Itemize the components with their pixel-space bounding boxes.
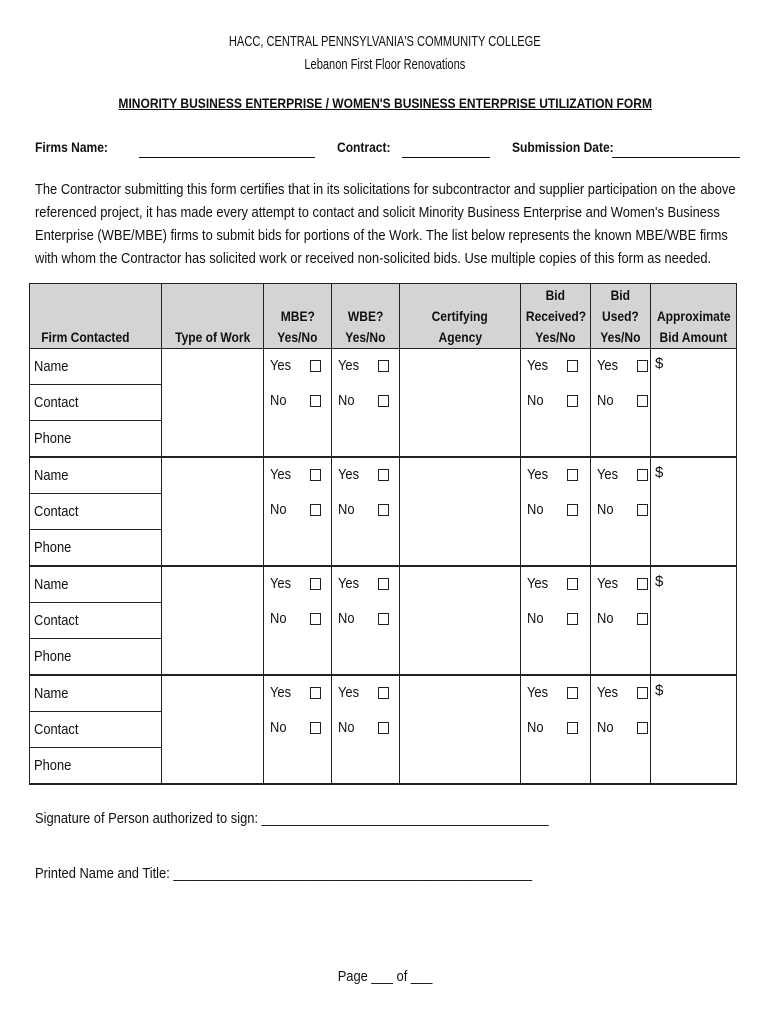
mbe-yes[interactable]: Yes <box>264 458 331 493</box>
firm-contact-field[interactable]: Contact <box>30 385 161 421</box>
checkbox-icon[interactable] <box>378 722 389 734</box>
wbe-yes[interactable]: Yes <box>332 349 399 384</box>
bid-received-no[interactable]: No <box>521 602 590 637</box>
mbe-cell <box>264 457 332 566</box>
checkbox-icon[interactable] <box>567 722 578 734</box>
certifying-agency-cell[interactable] <box>400 457 521 566</box>
header-bid-amount: Approximate Bid Amount <box>651 284 737 349</box>
mbe-no[interactable]: No <box>264 602 331 637</box>
checkbox-icon[interactable] <box>310 722 321 734</box>
checkbox-icon[interactable] <box>378 360 389 372</box>
bid-used-cell <box>591 675 651 784</box>
firm-name-field[interactable]: Name <box>30 349 161 385</box>
header-type-of-work: Type of Work <box>162 284 264 349</box>
table-row <box>30 457 737 566</box>
mbe-cell <box>264 566 332 675</box>
mbe-no[interactable]: No <box>264 711 331 746</box>
checkbox-icon[interactable] <box>378 613 389 625</box>
checkbox-icon[interactable] <box>567 578 578 590</box>
checkbox-icon[interactable] <box>378 578 389 590</box>
wbe-cell <box>332 566 400 675</box>
bid-received-no[interactable]: No <box>521 384 590 419</box>
bid-received-cell <box>521 675 591 784</box>
checkbox-icon[interactable] <box>637 469 648 481</box>
checkbox-icon[interactable] <box>567 687 578 699</box>
wbe-no[interactable]: No <box>332 602 399 637</box>
checkbox-icon[interactable] <box>637 722 648 734</box>
bid-received-no[interactable]: No <box>521 711 590 746</box>
mbe-yes[interactable]: Yes <box>264 567 331 602</box>
bid-received-cell <box>521 349 591 458</box>
firm-phone-field[interactable]: Phone <box>34 539 72 556</box>
wbe-yes[interactable]: Yes <box>332 458 399 493</box>
wbe-cell <box>332 457 400 566</box>
dollar-sign: $ <box>655 464 664 481</box>
submission-date-label: Submission Date: <box>512 139 614 155</box>
college-name: HACC, CENTRAL PENNSYLVANIA'S COMMUNITY COLLEGE <box>229 33 541 50</box>
bid-used-cell <box>591 349 651 458</box>
wbe-yes[interactable]: Yes <box>332 567 399 602</box>
checkbox-icon[interactable] <box>378 395 389 407</box>
type-of-work-cell[interactable] <box>162 675 264 784</box>
bid-used-no[interactable]: No <box>591 602 650 637</box>
wbe-no[interactable]: No <box>332 493 399 528</box>
printed-name-line[interactable]: Printed Name and Title: __________________________________________________ <box>35 865 533 882</box>
bid-received-yes[interactable]: Yes <box>521 349 590 384</box>
checkbox-icon[interactable] <box>310 613 321 625</box>
wbe-cell <box>332 349 400 458</box>
bid-amount-cell[interactable] <box>651 457 737 566</box>
firm-phone-field[interactable]: Phone <box>34 757 72 774</box>
mbe-yes[interactable]: Yes <box>264 676 331 711</box>
wbe-no[interactable]: No <box>332 711 399 746</box>
bid-received-no[interactable]: No <box>521 493 590 528</box>
table-row <box>30 349 737 458</box>
bid-received-cell <box>521 566 591 675</box>
firm-cell <box>30 349 162 458</box>
bid-used-yes[interactable]: Yes <box>591 676 650 711</box>
mbe-no[interactable]: No <box>264 493 331 528</box>
certifying-agency-cell[interactable] <box>400 566 521 675</box>
firm-name-field[interactable]: Name <box>30 676 161 712</box>
header-mbe: MBE? Yes/No <box>264 284 332 349</box>
checkbox-icon[interactable] <box>637 395 648 407</box>
header-firm-contacted: Firm Contacted <box>30 284 162 349</box>
mbe-cell <box>264 349 332 458</box>
firm-name-field[interactable]: Name <box>30 567 161 603</box>
bid-amount-cell[interactable] <box>651 349 737 458</box>
mbe-cell <box>264 675 332 784</box>
checkbox-icon[interactable] <box>378 469 389 481</box>
checkbox-icon[interactable] <box>637 613 648 625</box>
checkbox-icon[interactable] <box>310 504 321 516</box>
checkbox-icon[interactable] <box>637 687 648 699</box>
mbe-no[interactable]: No <box>264 384 331 419</box>
bid-used-cell <box>591 457 651 566</box>
checkbox-icon[interactable] <box>310 469 321 481</box>
table-row <box>30 566 737 675</box>
checkbox-icon[interactable] <box>310 395 321 407</box>
checkbox-icon[interactable] <box>567 360 578 372</box>
checkbox-icon[interactable] <box>310 578 321 590</box>
header-certifying-agency: Certifying Agency <box>400 284 521 349</box>
project-name: Lebanon First Floor Renovations <box>304 56 466 73</box>
dollar-sign: $ <box>655 682 664 699</box>
certification-paragraph: The Contractor submitting this form certifies that in its solicitations for subcontractor and supplier participation on the above referenced project, it has made every attempt to contact and solicit Minority Business Enterprise and Women's Business Enterprise (WBE/MBE) firms to submit bids for portions of the Work. The list below represents the known MBE/WBE firms with whom the Contractor has solicited work or received non-solicited bids. Use multiple copies of this form as needed. <box>35 181 736 267</box>
bid-received-yes[interactable]: Yes <box>521 458 590 493</box>
firm-phone-field[interactable]: Phone <box>34 430 72 447</box>
bid-received-cell <box>521 457 591 566</box>
wbe-no[interactable]: No <box>332 384 399 419</box>
firm-name-field[interactable]: Name <box>30 458 161 494</box>
checkbox-icon[interactable] <box>378 687 389 699</box>
bid-received-yes[interactable]: Yes <box>521 567 590 602</box>
form-title: MINORITY BUSINESS ENTERPRISE / WOMEN'S BUSINESS ENTERPRISE UTILIZATION FORM <box>118 95 652 111</box>
firms-name-field[interactable] <box>139 157 315 158</box>
firm-contact-field[interactable]: Contact <box>30 712 161 748</box>
header-bid-used: Bid Used? Yes/No <box>591 284 651 349</box>
contract-field[interactable] <box>402 157 490 158</box>
checkbox-icon[interactable] <box>310 687 321 699</box>
bid-used-no[interactable]: No <box>591 493 650 528</box>
bid-used-yes[interactable]: Yes <box>591 567 650 602</box>
certifying-agency-cell[interactable] <box>400 675 521 784</box>
firms-table <box>29 283 737 785</box>
type-of-work-cell[interactable] <box>162 457 264 566</box>
checkbox-icon[interactable] <box>378 504 389 516</box>
signature-line[interactable]: Signature of Person authorized to sign: ________________________________________ <box>35 810 549 827</box>
table-header-row <box>30 284 737 349</box>
dollar-sign: $ <box>655 573 664 590</box>
contract-label: Contract: <box>337 139 391 155</box>
header-bid-received: Bid Received? Yes/No <box>521 284 591 349</box>
bid-used-cell <box>591 566 651 675</box>
firm-phone-field[interactable]: Phone <box>34 648 72 665</box>
bid-used-no[interactable]: No <box>591 711 650 746</box>
checkbox-icon[interactable] <box>567 395 578 407</box>
header-wbe: WBE? Yes/No <box>332 284 400 349</box>
wbe-yes[interactable]: Yes <box>332 676 399 711</box>
checkbox-icon[interactable] <box>310 360 321 372</box>
bid-used-no[interactable]: No <box>591 384 650 419</box>
firm-cell <box>30 675 162 784</box>
mbe-yes[interactable]: Yes <box>264 349 331 384</box>
bid-used-yes[interactable]: Yes <box>591 458 650 493</box>
wbe-cell <box>332 675 400 784</box>
firm-cell <box>30 566 162 675</box>
firm-contact-field[interactable]: Contact <box>30 603 161 639</box>
checkbox-icon[interactable] <box>567 613 578 625</box>
checkbox-icon[interactable] <box>567 504 578 516</box>
firms-name-label: Firms Name: <box>35 139 108 155</box>
bid-used-yes[interactable]: Yes <box>591 349 650 384</box>
type-of-work-cell[interactable] <box>162 566 264 675</box>
checkbox-icon[interactable] <box>637 578 648 590</box>
table-row <box>30 675 737 784</box>
checkbox-icon[interactable] <box>637 360 648 372</box>
bid-amount-cell[interactable] <box>651 566 737 675</box>
firm-contact-field[interactable]: Contact <box>30 494 161 530</box>
firm-cell <box>30 457 162 566</box>
checkbox-icon[interactable] <box>567 469 578 481</box>
submission-date-field[interactable] <box>612 157 740 158</box>
bid-amount-cell[interactable] <box>651 675 737 784</box>
type-of-work-cell[interactable] <box>162 349 264 458</box>
certifying-agency-cell[interactable] <box>400 349 521 458</box>
checkbox-icon[interactable] <box>637 504 648 516</box>
bid-received-yes[interactable]: Yes <box>521 676 590 711</box>
page-number: Page ___ of ___ <box>337 968 433 985</box>
dollar-sign: $ <box>655 355 664 372</box>
